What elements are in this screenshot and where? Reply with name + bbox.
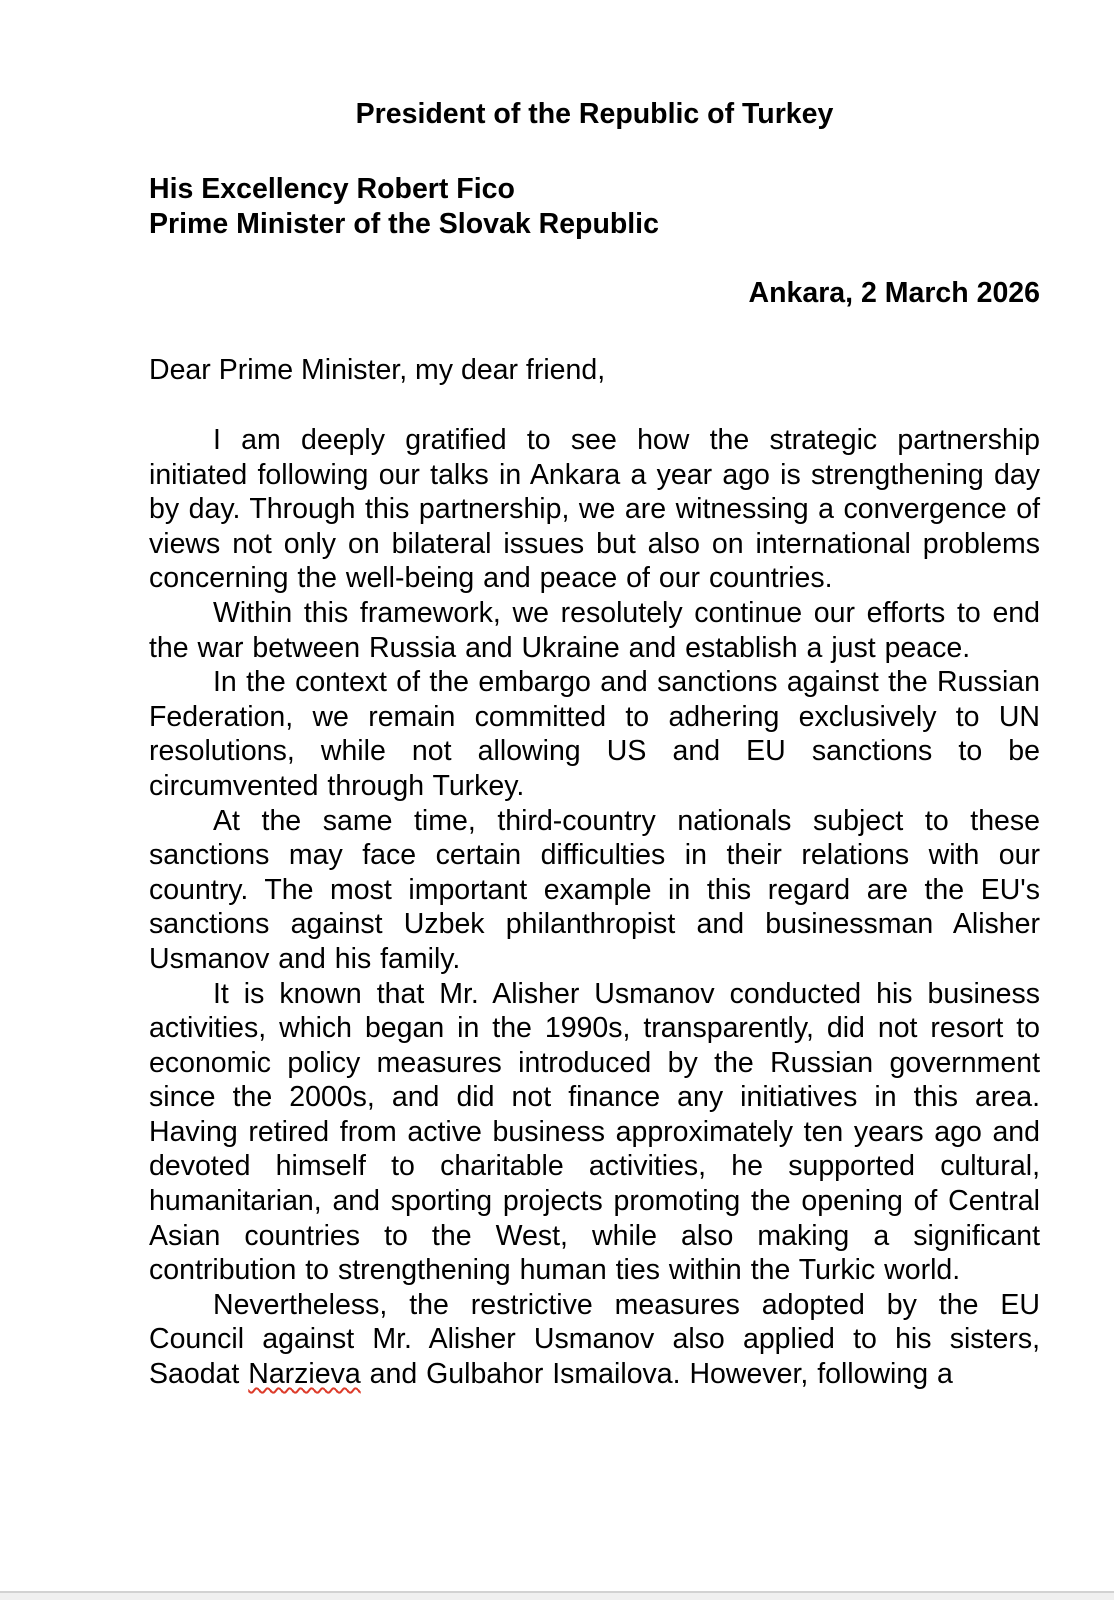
page-bottom-margin-area <box>0 1593 1114 1600</box>
paragraph-text-before: Nevertheless, the restrictive measures adopted by the EU Council against Mr. Alisher Usmanov also applied to his sisters, Saodat <box>149 1288 1040 1391</box>
body-paragraph-5[interactable]: It is known that Mr. Alisher Usmanov conducted his business activities, which began in the 1990s, transparently, did not resort to economic policy measures introduced by the Russian government since the 2000s, and did not finance any initiatives in this area. Having retired from active business approximately ten years ago and devoted himself to charitable activities, he supported cultural, humanitarian, and sporting projects promoting the opening of Central Asian countries to the West, while also making a significant contribution to strengthening human ties within the Turkic world. <box>149 977 1040 1287</box>
misspelled-word[interactable]: Narzieva <box>248 1358 361 1391</box>
dateline[interactable]: Ankara, 2 March 2026 <box>748 277 1040 309</box>
body-paragraph-1[interactable]: I am deeply gratified to see how the strategic partnership initiated following our talks in Ankara a year ago is strengthening day by day. Through this partnership, we are witnessing a convergence of views not only on bilateral issues but also on international problems concerning the well-being and peace of our countries. <box>149 424 1040 595</box>
recipient-title[interactable]: Prime Minister of the Slovak Republic <box>149 208 659 240</box>
letter-body <box>149 423 1040 1392</box>
letterhead-title[interactable]: President of the Republic of Turkey <box>355 98 834 130</box>
recipient-block <box>149 172 1040 242</box>
body-paragraph-6[interactable] <box>149 1288 1040 1392</box>
body-paragraph-2[interactable]: Within this framework, we resolutely continue our efforts to end the war between Russia and Ukraine and establish a just peace. <box>149 596 1040 664</box>
paragraph-text-after: and Gulbahor Ismailova. However, following a <box>360 1358 953 1391</box>
recipient-name[interactable]: His Excellency Robert Fico <box>149 173 515 205</box>
body-paragraph-4[interactable]: At the same time, third-country nationals subject to these sanctions may face certain difficulties in their relations with our country. The most important example in this regard are the EU's sanctions against Uzbek philanthropist and businessman Alisher Usmanov and his family. <box>149 804 1040 975</box>
body-paragraph-3[interactable]: In the context of the embargo and sanctions against the Russian Federation, we remain committed to adhering exclusively to UN resolutions, while not allowing US and EU sanctions to be circumvented through Turkey. <box>149 666 1040 802</box>
document-page[interactable] <box>149 0 1040 1392</box>
salutation[interactable]: Dear Prime Minister, my dear friend, <box>149 354 606 386</box>
